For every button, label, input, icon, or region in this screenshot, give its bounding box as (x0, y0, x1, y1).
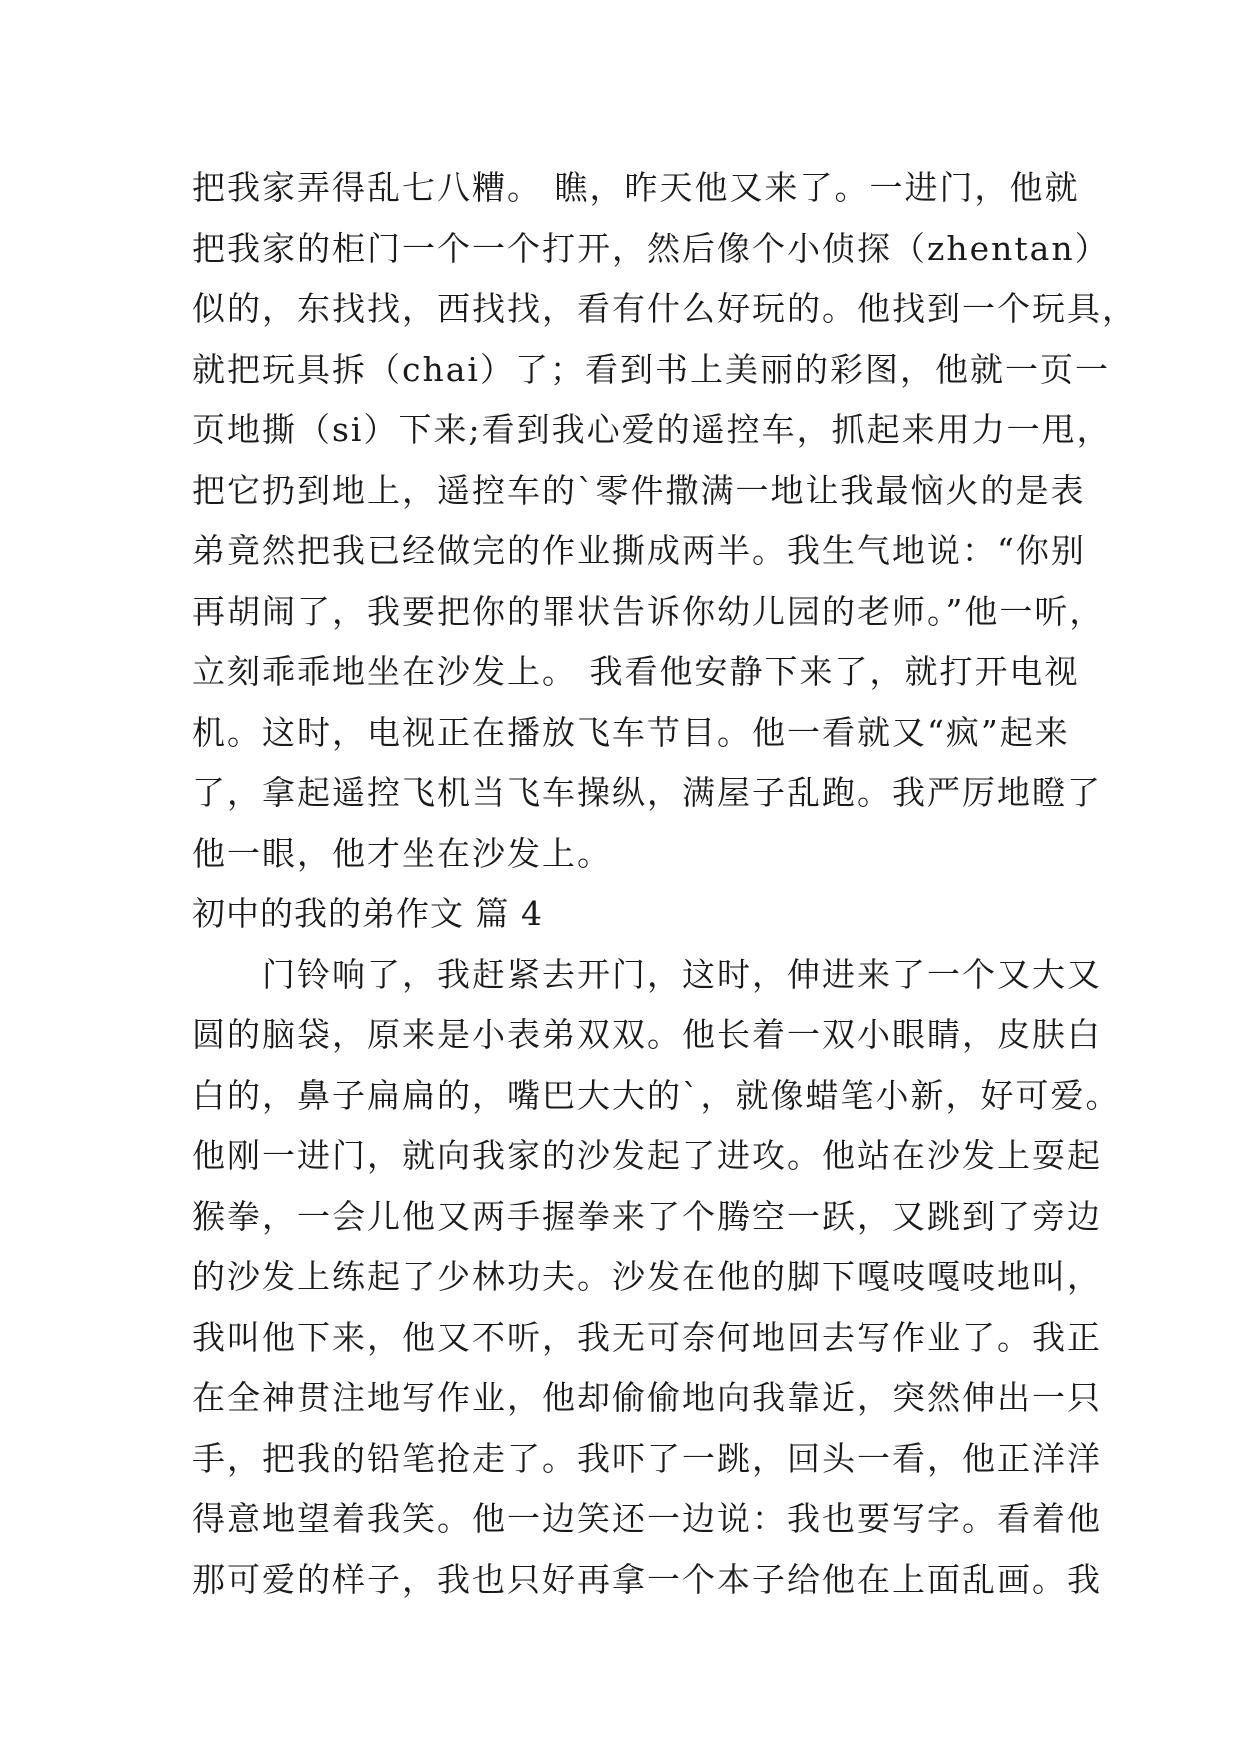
text-line: 门铃响了，我赶紧去开门，这时，伸进来了一个又大又 (192, 954, 1102, 994)
text-line: 把我家的柜门一个一个打开，然后像个小侦探（zhentan） (192, 228, 1110, 268)
text-line: 机。这时，电视正在播放飞车节目。他一看就又“疯”起来 (192, 712, 1070, 752)
text-line: 立刻乖乖地坐在沙发上。 我看他安静下来了，就打开电视 (192, 652, 1080, 691)
text-line: 得意地望着我笑。他一边笑还一边说：我也要写字。看着他 (192, 1499, 1102, 1538)
text-line: 手，把我的铅笔抢走了。我吓了一跳，回头一看，他正洋洋 (192, 1438, 1102, 1478)
text-line: 就把玩具拆（chai）了；看到书上美丽的彩图，他就一页一 (192, 349, 1110, 389)
document-body (192, 158, 1137, 1610)
text-line: 再胡闹了，我要把你的罪状告诉你幼儿园的老师。”他一听， (192, 591, 1105, 631)
text-line: 猴拳，一会儿他又两手握拳来了个腾空一跃，又跳到了旁边 (192, 1196, 1102, 1236)
text-line: 他刚一进门，就向我家的沙发起了进攻。他站在沙发上耍起 (192, 1136, 1102, 1175)
section-heading: 初中的我的弟作文 篇 4 (192, 894, 543, 933)
text-line: 圆的脑袋，原来是小表弟双双。他长着一双小眼睛，皮肤白 (192, 1015, 1102, 1054)
text-line: 在全神贯注地写作业，他却偷偷地向我靠近，突然伸出一只 (192, 1378, 1102, 1417)
text-line: 那可爱的样子，我也只好再拿一个本子给他在上面乱画。我 (192, 1559, 1102, 1599)
text-line: 白的，鼻子扁扁的，嘴巴大大的`，就像蜡笔小新，好可爱。 (192, 1075, 1121, 1115)
text-line: 把我家弄得乱七八糟。 瞧，昨天他又来了。一进门，他就 (192, 168, 1080, 207)
text-line: 的沙发上练起了少林功夫。沙发在他的脚下嘎吱嘎吱地叫， (192, 1257, 1102, 1296)
text-line: 把它扔到地上，遥控车的`零件撒满一地让我最恼火的是表 (192, 470, 1086, 510)
text-line: 弟竟然把我已经做完的作业撕成两半。我生气地说：“你别 (192, 531, 1086, 570)
text-line: 我叫他下来，他又不听，我无可奈何地回去写作业了。我正 (192, 1317, 1102, 1357)
text-line: 了，拿起遥控飞机当飞车操纵，满屋子乱跑。我严厉地瞪了 (192, 773, 1102, 812)
text-line: 他一眼，他才坐在沙发上。 (192, 833, 612, 873)
text-line: 似的，东找找，西找找，看有什么好玩的。他找到一个玩具， (192, 289, 1137, 328)
text-line: 页地撕（si）下来;看到我心爱的遥控车，抓起来用力一甩， (192, 410, 1112, 449)
